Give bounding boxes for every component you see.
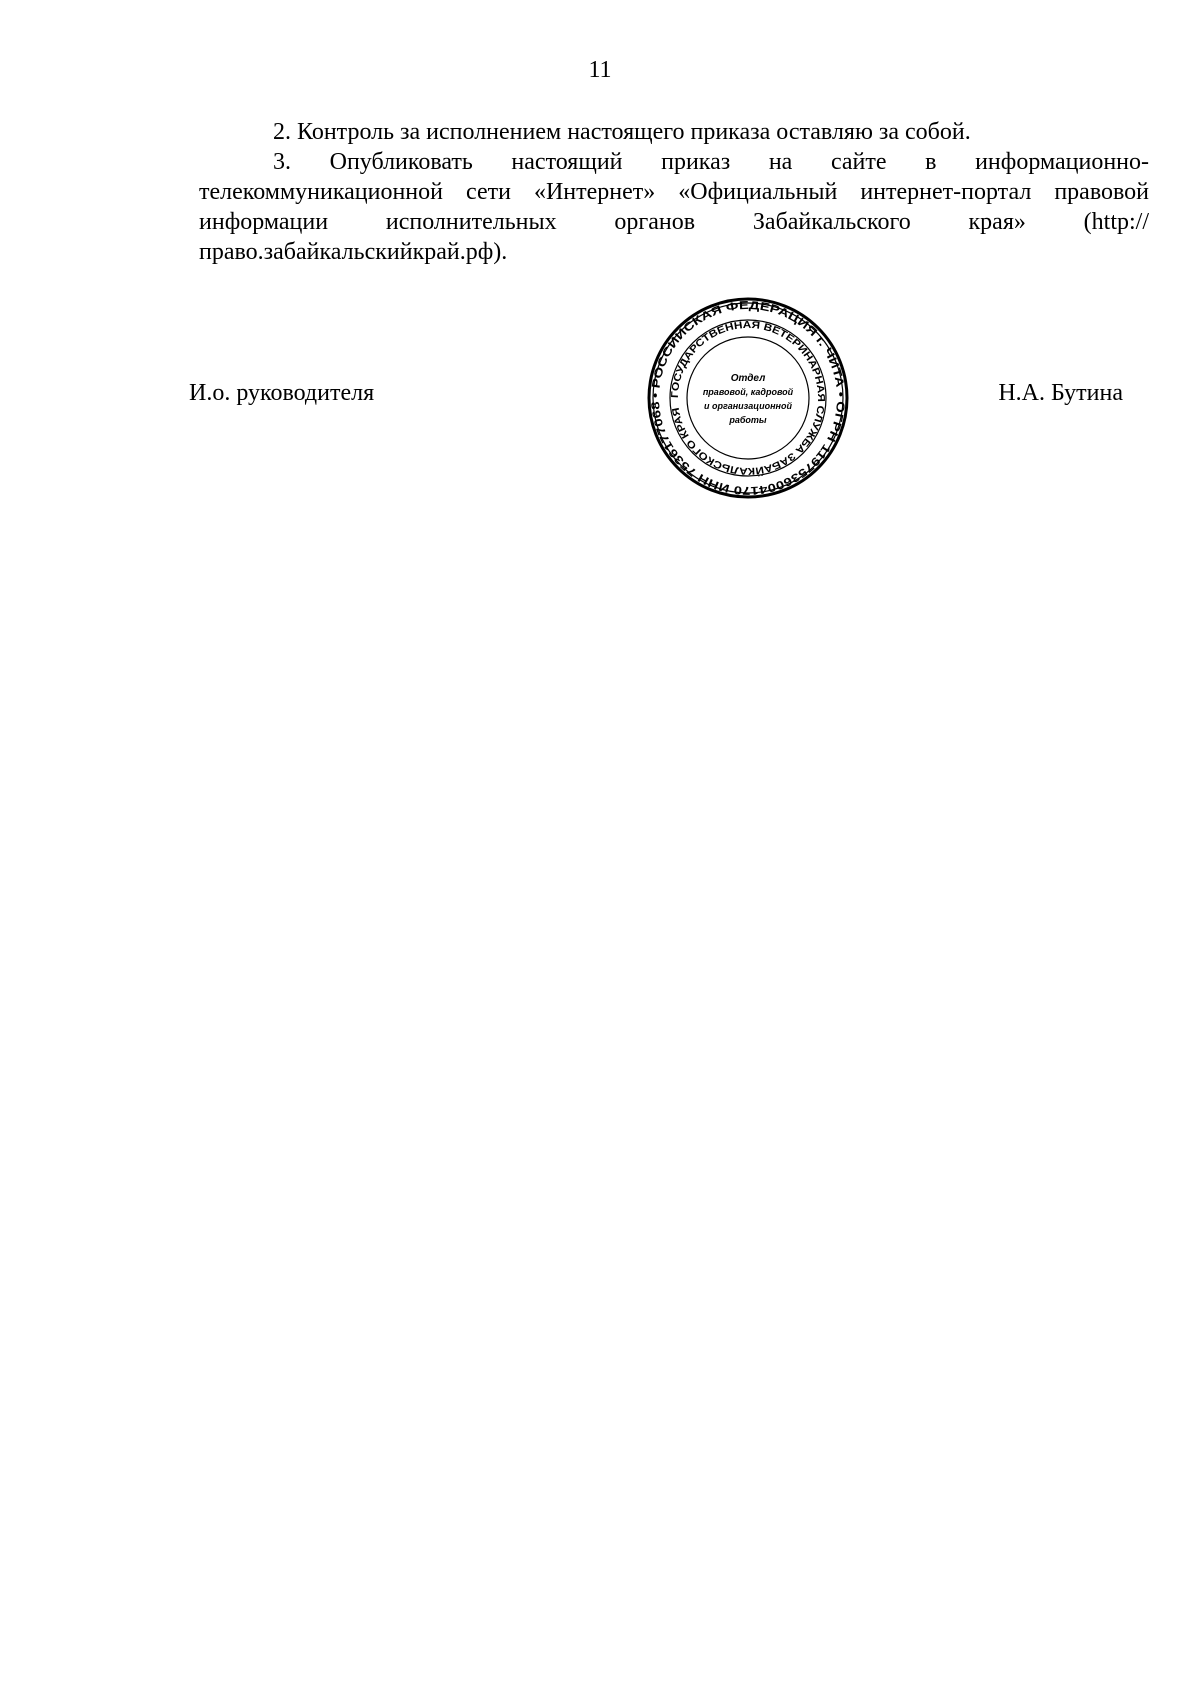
stamp-center-line-4: работы [729, 415, 767, 425]
stamp-center-line-3: и организационной [704, 401, 792, 411]
official-stamp [646, 296, 850, 500]
signatory-title: И.о. руководителя [189, 380, 375, 406]
stamp-center-line-2: правовой, кадровой [702, 387, 794, 397]
paragraph-control: 2. Контроль за исполнением настоящего приказа оставляю за собой. [273, 119, 971, 145]
document-body [199, 117, 1149, 267]
page-number: 11 [588, 57, 612, 83]
stamp-inner-ring: ГОСУДАРСТВЕННАЯ ВЕТЕРИНАРНАЯ СЛУЖБА ЗАБАЙКАЛЬСКОГО КРАЯ [669, 319, 827, 477]
stamp-seal-icon [646, 296, 850, 500]
stamp-outer-ring: • РОССИЙСКАЯ ФЕДЕРАЦИЯ г. ЧИТА • ОГРН 1197536004170 ИНН 7536177068 [649, 299, 847, 497]
stamp-center-line-1: Отдел [730, 373, 766, 384]
signatory-name: Н.А. Бутина [998, 380, 1123, 406]
paragraph-publish: 3. Опубликовать настоящий приказ на сайте в информационно-телекоммуникационной сети «Интернет» «Официальный интернет-портал правовой информации исполнительных органов Забайкальского края» (http://право.забайкальскийкрай.рф). [199, 149, 1149, 265]
